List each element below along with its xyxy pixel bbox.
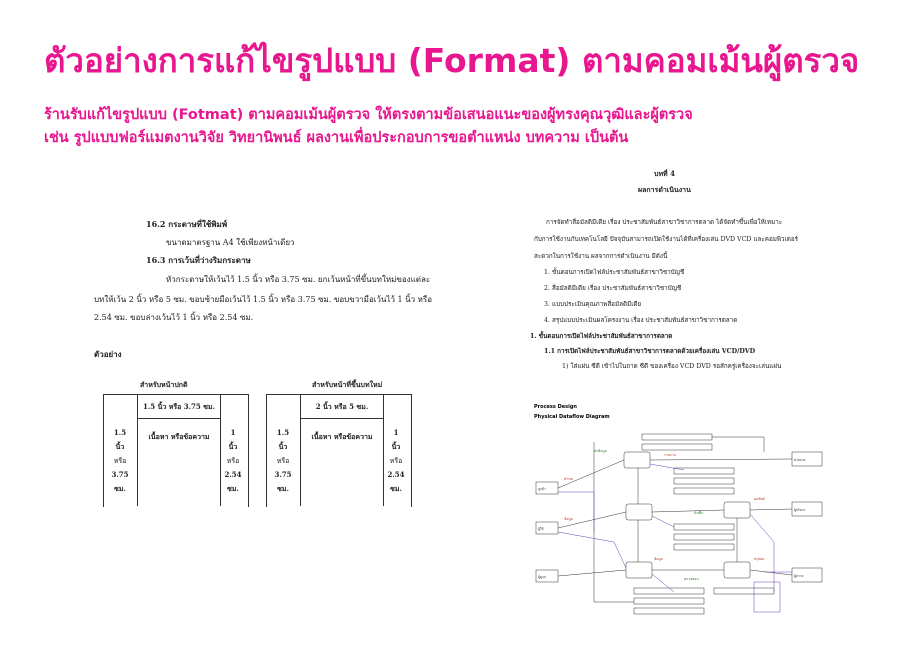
svg-text:ผู้ดูแล: ผู้ดูแล xyxy=(538,575,546,579)
subtitle-line-1: ร้านรับแก้ไขรูปแบบ (Fotmat) ตามคอมเม้นผู้ตรวจ ให้ตรงตามข้อเสนอแนะของผู้ทรงคุณวุฒิและผู้ตรวจ xyxy=(44,107,693,123)
list-item: 1. ขั้นตอนการเปิดไฟล์ประชาสัมพันธ์สาขาวิชาบัญชี xyxy=(544,269,685,276)
svg-text:ฝ่ายขาย: ฝ่ายขาย xyxy=(794,458,806,462)
subsection-heading: 1.1 การเปิดไฟล์ประชาสัมพันธ์สาขาวิชาการตลาดด้วยเครื่องเล่น VCD/DVD xyxy=(544,348,756,355)
paragraph: สะดวกในการใช้งาน ผลจากการดำเนินงาน มีดังนี้ xyxy=(534,253,668,260)
svg-text:ลูกค้า: ลูกค้า xyxy=(538,487,546,491)
paragraph: การจัดทำสื่อมัลติมีเดีย เรื่อง ประชาสัมพันธ์สาขาวิชาการตลาด ได้จัดทำขึ้นเพื่อให้เหมาะ xyxy=(546,219,783,226)
paragraph: 1) ใส่แผ่น ซีดี เข้าไปในถาด ซีดี ของเครื่อง VCD DVD รอสักครู่เครื่องจะเล่นแผ่น xyxy=(562,363,782,370)
svg-text:ส่งข้อมูล: ส่งข้อมูล xyxy=(594,449,607,453)
page-title: ตัวอย่างการแก้ไขรูปแบบ (Format) ตามคอมเม้นผู้ตรวจ xyxy=(44,41,860,80)
top-margin-line xyxy=(300,418,384,419)
svg-text:ข้อมูล: ข้อมูล xyxy=(654,557,663,561)
chapter-number: บทที่ 4 xyxy=(654,169,675,178)
right-margin-label: 1 นิ้ว หรือ 2.54 ซม. xyxy=(387,428,405,493)
section-heading-16-3: 16.3 การเว้นที่ว่างริมกระดาษ xyxy=(146,255,251,265)
example-label: ตัวอย่าง xyxy=(94,349,122,359)
right-margin-label: 1 นิ้ว หรือ 2.54 ซม. xyxy=(224,428,242,493)
list-item: 3. แบบประเมินคุณภาพสื่อมัลติมีเดีย xyxy=(544,301,642,308)
svg-text:บันทึก: บันทึก xyxy=(694,511,704,515)
box-caption: สำหรับหน้าปกติ xyxy=(140,380,188,389)
dataflow-diagram-thumbnail xyxy=(534,404,844,604)
left-margin-label: 1.5 นิ้ว หรือ 3.75 ซม. xyxy=(111,428,129,493)
svg-text:คำขอ: คำขอ xyxy=(564,477,573,481)
content-label: เนื้อหา หรือข้อความ xyxy=(148,432,210,441)
content-label: เนื้อหา หรือข้อความ xyxy=(311,432,373,441)
svg-text:สรุปผล: สรุปผล xyxy=(754,557,765,561)
svg-text:ผลลัพธ์: ผลลัพธ์ xyxy=(754,497,765,501)
list-item: 4. สรุปแบบประเมินผลโครงงาน เรื่อง ประชาสัมพันธ์สาขาวิชาการตลาด xyxy=(544,317,738,324)
svg-text:รายงาน: รายงาน xyxy=(664,453,676,457)
top-margin-label: 2 นิ้ว หรือ 5 ซม. xyxy=(315,402,369,411)
diagram-title: Process Design xyxy=(534,404,577,410)
svg-text:ผู้บริหาร: ผู้บริหาร xyxy=(794,508,806,512)
diagram-graphic xyxy=(534,422,834,618)
subtitle-line-2: เช่น รูปแบบฟอร์แมตงานวิจัย วิทยานิพนธ์ ผลงานเพื่อประกอบการขอตำแหน่ง บทความ เป็นต้น xyxy=(44,130,629,146)
top-margin-line xyxy=(137,418,221,419)
paragraph: บทให้เว้น 2 นิ้ว หรือ 5 ซม. ขอบซ้ายมือเว้นไว้ 1.5 นิ้ว หรือ 3.75 ซม. ขอบขวามือเว้นไว้ 1 นิ้ว หรือ xyxy=(94,295,433,304)
page-subtitle xyxy=(44,104,874,150)
diagram-subtitle: Physical Dataflow Diagram xyxy=(534,414,610,420)
paragraph: กับการใช้งานกับเทคโนโลยี ปัจจุบันสามารถเปิดใช้งานได้ที่เครื่องเล่น DVD VCD และคอมพิวเตอร์ xyxy=(534,236,799,243)
paragraph: หัวกระดาษให้เว้นไว้ 1.5 นิ้ว หรือ 3.75 ซม. ยกเว้นหน้าที่ขึ้นบทใหม่ของแต่ละ xyxy=(166,275,431,284)
box-caption: สำหรับหน้าที่ขึ้นบทใหม่ xyxy=(312,380,383,389)
list-item: 2. สื่อมัลติมีเดีย เรื่อง ประชาสัมพันธ์สาขาวิชาบัญชี xyxy=(544,285,682,292)
paragraph: 2.54 ซม. ขอบล่างเว้นไว้ 1 นิ้ว หรือ 2.54 ซม. xyxy=(94,313,254,322)
chapter-title: ผลการดำเนินงาน xyxy=(638,185,691,194)
left-margin-label: 1.5 นิ้ว หรือ 3.75 ซม. xyxy=(274,428,292,493)
svg-text:ผู้ตรวจ: ผู้ตรวจ xyxy=(794,574,804,578)
section-heading: 1. ขั้นตอนการเปิดไฟล์ประชาสัมพันธ์สาขาการตลาด xyxy=(530,333,673,340)
svg-text:ข้อมูล: ข้อมูล xyxy=(564,517,573,521)
paragraph: ขนาดมาตรฐาน A4 ใช้เพียงหน้าเดียว xyxy=(166,238,295,247)
top-margin-label: 1.5 นิ้ว หรือ 3.75 ซม. xyxy=(142,402,216,411)
svg-text:ผู้ใช้: ผู้ใช้ xyxy=(538,527,544,531)
section-heading-16-2: 16.2 กระดาษที่ใช้พิมพ์ xyxy=(146,219,228,229)
svg-text:ตรวจสอบ: ตรวจสอบ xyxy=(684,577,699,581)
